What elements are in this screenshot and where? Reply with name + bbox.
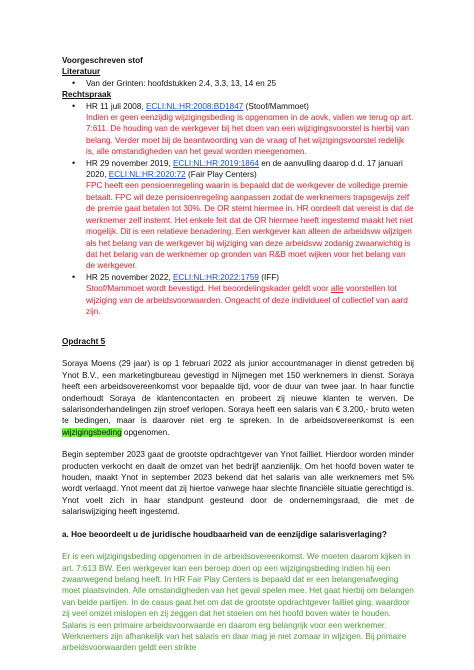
case-note: Indien er geen eenzijdig wijzigingsbeding is opgenomen in de aovk, vallen we terug op art. 7:611. De houding van de werkgever bij het doen van een wijzigingsvoorstel is hierbij van belang. Verder moet bij de beantwoording van de vraag of het wijzigingsvoorstel redelijk is, alle omstandigheden van het geval worden meegenomen. — [86, 113, 414, 157]
case-date: HR 11 juli 2008, — [86, 101, 144, 111]
case-date: HR 25 november 2022, — [86, 272, 171, 282]
ecli-link-2[interactable]: ECLI:NL:HR:2020:72 — [108, 170, 186, 180]
subheading-literature: Literatuur — [62, 67, 101, 77]
answer-text: Er is een wijzigingsbeding opgenomen in de arbeidsovereenkomst. We moeten daarom kijken in art. 7:613 BW. Een werkgever kan een beroep doen op een wijzigingsbeding indien hij een zwaarwegend belang heeft. In HR Fair Play Centers is bepaald dat er een belangenafweging moet plaatsvinden. Alle omstandigheden van het geval spelen mee. Het gaat hierbij om belangen van beide partijen. In de casus gaat het om dat de grootste opdrachtgever failliet ging, waardoor zij veel omzet mislopen en zij zeggen dat het stoeien om het hoofd boven water te houden. Salaris is een primaire arbeidsvoorwaarde en daarom erg belangrijk voor een werknemer. Werknemers zijn afhankelijk van het salaris en daar mag je niet zomaar in wijzigen. Bij primaire arbeidsvoorwaarden geldt een strikte — [62, 552, 414, 653]
ecli-link[interactable]: ECLI:NL:HR:2008:BD1847 — [145, 101, 244, 111]
case-date: HR 29 november 2019, — [86, 158, 171, 168]
case-name: (IFF) — [261, 272, 279, 282]
paragraph-text: opgenomen. — [123, 427, 170, 437]
case-detail: en de aanvulling daarop d.d. 17 januari 2020, — [86, 158, 403, 180]
case-item-3 — [62, 272, 414, 318]
subheading-case-law: Rechtspraak — [62, 90, 112, 100]
highlighted-term: wijzigingsbeding — [62, 427, 122, 437]
references-section — [62, 55, 414, 317]
assignment-paragraph-2: Begin september 2023 gaat de grootste opdrachtgever van Ynot failliet. Hierdoor worden minder producten verkocht en daalt de omzet van het bedrijf aanzienlijk. Om het hoofd boven water te houden, maakt Ynot in september 2023 bekend dat het salaris van alle werknemers met 5% wordt verlaagd. Ynot meent dat zij hiertoe vanwege haar slechte financiële situatie gerechtigd is. Ynot voelt zich in haar standpunt gesteund door de ondernemingsraad, die met de salariswijziging heeft ingestemd. — [62, 450, 414, 517]
case-name: (Fair Play Centers) — [187, 170, 257, 180]
assignment-section — [62, 336, 414, 654]
section-heading: Voorgeschreven stof — [62, 56, 143, 65]
assignment-title: Opdracht 5 — [62, 337, 106, 346]
case-item-2 — [62, 158, 414, 272]
case-name: (Stoof/Mammoet) — [245, 101, 309, 111]
ecli-link[interactable]: ECLI:NL:HR:2019:1864 — [172, 158, 259, 168]
literature-text: Van der Grinten: hoofdstukken 2.4, 3.3, 13, 14 en 25 — [86, 78, 277, 88]
case-item-1 — [62, 101, 414, 158]
ecli-link[interactable]: ECLI:NL:HR:2022:1759 — [172, 272, 259, 282]
paragraph-text: Soraya Moens (29 jaar) is op 1 februari 2022 als junior accountmanager in dienst getreden bij Ynot B.V., een marketingbureau gevestigd in Nijmegen met 150 werknemers in dienst. Soraya heeft een arbeidsovereenkomst voor bepaalde tijd, voor de duur van twee jaar. In haar functie onderhoudt Soraya de klantencontacten en probeert zij nieuwe klanten te werven. De salarisonderhandelingen zijn stroef verlopen. Soraya heeft een salaris van € 3.200,- bruto weten te bedingen, maar is daarover niet erg te spreken. In de arbeidsovereenkomst is een — [62, 359, 414, 426]
case-note-emphasis: alle — [330, 284, 344, 294]
case-note-part: Stoof/Mammoet wordt bevestigd. Het beoordelingskader geldt voor — [86, 284, 329, 294]
question-a: a. Hoe beoordeelt u de juridische houdbaarheid van de eenzijdige salarisverlaging? — [62, 529, 387, 539]
case-note-part: voorstellen tot wijziging van de arbeidsvoorwaarden. Ongeacht of deze individueel of collectief van aard zijn. — [86, 284, 408, 316]
literature-item — [62, 78, 414, 89]
case-note: FPC heeft een pensioenregeling waarin is bepaald dat de werkgever de volledige premie betaalt. FPC wil deze pensioenregeling aanpassen zodat de werknemers trapsgewijs zelf de premie gaat betalen tot 30%. De OR stemt hiermee in. HR oordeelt dat vereist is dat de werknemer zelf instemt. Het enkele feit dat de OR hiermee heeft ingestemd maakt het niet mogelijk. Dit is een relatieve benadering. Een werkgever kan alleen de arbeidsvw wijzigen als het belang van de werkgever bij wijziging van deze arbeidsvw zodanig zwaarwichtig is dat het belang van de werknemer op gronden van R&B moet wijken voor het belang van de werkgever. — [86, 181, 414, 271]
assignment-paragraph-1 — [62, 358, 414, 438]
case-note — [86, 283, 414, 317]
